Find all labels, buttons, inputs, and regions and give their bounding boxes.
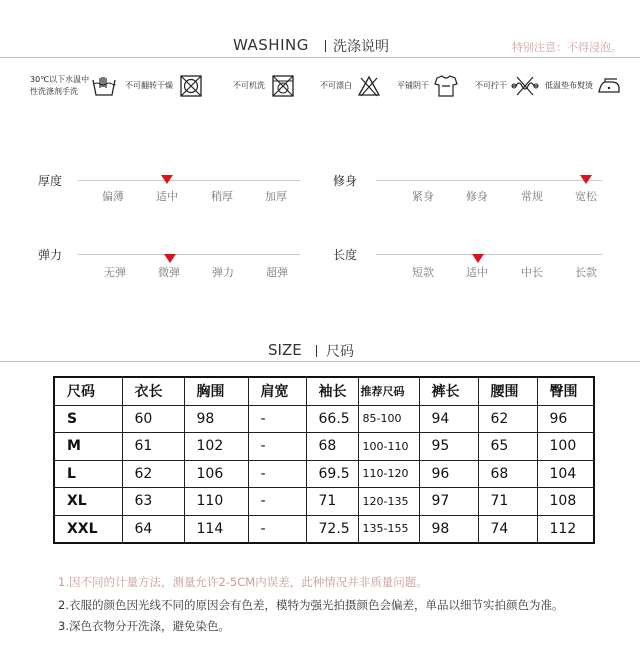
scale-option-fit-3: 宽松: [575, 190, 597, 203]
note-color-difference: 2.衣服的颜色因光线不同的原因会有色差，模特为强光拍摄颜色会偏差，单品以细节实拍颜色为准。: [58, 598, 564, 612]
cell-pants-length: 95: [419, 433, 478, 461]
header-hip: 臀围: [537, 377, 594, 405]
washing-divider-left: [0, 57, 640, 58]
cell-waist: 74: [478, 515, 537, 543]
cell-hip: 96: [537, 405, 594, 433]
cell-shoulder: -: [248, 405, 306, 433]
header-pants-length: 裤长: [419, 377, 478, 405]
washing-special-note: 特别注意：不得浸泡。: [512, 41, 622, 54]
care-label-low-iron-cloth: 低温垫布熨烫: [545, 81, 593, 90]
header-waist: 腰围: [478, 377, 537, 405]
scale-option-thickness-2: 稍厚: [211, 190, 233, 203]
cell-hip: 108: [537, 488, 594, 516]
care-label-no-wring: 不可拧干: [475, 81, 507, 90]
cell-sleeve: 72.5: [306, 515, 358, 543]
cell-size: S: [54, 405, 122, 433]
note-wash-separately: 3.深色衣物分开洗涤，避免染色。: [58, 619, 230, 633]
cell-shoulder: -: [248, 515, 306, 543]
table-row: [54, 460, 594, 488]
cell-waist: 71: [478, 488, 537, 516]
low-iron-cloth-icon: [596, 74, 622, 98]
scale-option-fit-1: 修身: [466, 190, 488, 203]
care-label-hand-wash-line1: 30℃以下水温中: [30, 75, 90, 84]
cell-length: 64: [122, 515, 184, 543]
scale-option-fit-0: 紧身: [412, 190, 434, 203]
scale-option-stretch-1: 微弹: [158, 266, 180, 279]
header-size: 尺码: [54, 377, 122, 405]
cell-length: 63: [122, 488, 184, 516]
care-label-flat-dry-shade: 平铺阴干: [397, 81, 429, 90]
attr-label-stretch: 弹力: [38, 248, 63, 262]
scale-line-thickness: [78, 180, 300, 181]
size-title-separator: [316, 345, 317, 357]
scale-option-stretch-2: 弹力: [212, 266, 234, 279]
flat-dry-shade-icon: [433, 74, 459, 98]
cell-waist: 68: [478, 460, 537, 488]
hand-wash-icon: [91, 74, 117, 98]
care-item-no-machine-wash: [233, 66, 295, 106]
cell-pants-length: 98: [419, 515, 478, 543]
care-item-hand-wash: [30, 66, 117, 106]
size-title-en: SIZE: [268, 341, 302, 359]
cell-waist: 65: [478, 433, 537, 461]
cell-chest: 110: [184, 488, 248, 516]
care-item-low-iron-cloth: [545, 66, 622, 106]
table-row: [54, 488, 594, 516]
scale-line-fit: [376, 180, 602, 181]
scale-line-length: [376, 254, 602, 255]
cell-sleeve: 71: [306, 488, 358, 516]
cell-size: XXL: [54, 515, 122, 543]
no-tumble-dry-icon: [179, 74, 203, 98]
size-table: [53, 376, 595, 544]
cell-length: 62: [122, 460, 184, 488]
table-row: [54, 433, 594, 461]
care-item-no-wring: [475, 66, 539, 106]
care-label-no-tumble-dry: 不可翻转干燥: [125, 81, 173, 90]
washing-title-en: WASHING: [233, 36, 309, 54]
washing-title-separator: [325, 40, 326, 52]
care-item-no-tumble-dry: [125, 66, 203, 106]
scale-option-length-2: 中长: [521, 266, 543, 279]
cell-sleeve: 69.5: [306, 460, 358, 488]
scale-marker-length: [472, 254, 484, 263]
cell-pants-length: 97: [419, 488, 478, 516]
care-label-hand-wash-line2: 性洗涤剂手洗: [30, 87, 78, 96]
cell-sleeve: 66.5: [306, 405, 358, 433]
cell-recommended: 135-155: [358, 515, 419, 543]
cell-hip: 104: [537, 460, 594, 488]
cell-waist: 62: [478, 405, 537, 433]
scale-option-thickness-1: 适中: [156, 190, 178, 203]
cell-shoulder: -: [248, 433, 306, 461]
care-label-no-machine-wash: 不可机洗: [233, 81, 265, 90]
size-table-header-row: [54, 377, 594, 405]
cell-pants-length: 94: [419, 405, 478, 433]
note-measurement: 1.因不同的计量方法，测量允许2-5CM内误差，此种情况并非质量问题。: [58, 575, 428, 589]
cell-chest: 106: [184, 460, 248, 488]
scale-option-stretch-0: 无弹: [104, 266, 126, 279]
cell-hip: 112: [537, 515, 594, 543]
scale-option-length-1: 适中: [466, 266, 488, 279]
header-shoulder: 肩宽: [248, 377, 306, 405]
cell-size: L: [54, 460, 122, 488]
scale-option-stretch-3: 超弹: [266, 266, 288, 279]
table-row: [54, 515, 594, 543]
care-item-no-bleach: [320, 66, 381, 106]
header-length: 衣长: [122, 377, 184, 405]
no-wring-icon: [511, 74, 539, 98]
cell-length: 60: [122, 405, 184, 433]
cell-sleeve: 68: [306, 433, 358, 461]
cell-chest: 114: [184, 515, 248, 543]
cell-pants-length: 96: [419, 460, 478, 488]
no-machine-wash-icon: [271, 74, 295, 98]
header-chest: 胸围: [184, 377, 248, 405]
scale-marker-thickness: [161, 175, 173, 184]
cell-recommended: 110-120: [358, 460, 419, 488]
care-item-flat-dry-shade: [397, 66, 459, 106]
cell-shoulder: -: [248, 488, 306, 516]
header-recommended: 推荐尺码: [358, 377, 419, 405]
cell-recommended: 120-135: [358, 488, 419, 516]
attr-label-length: 长度: [333, 248, 358, 262]
scale-option-length-3: 长款: [575, 266, 597, 279]
scale-option-thickness-3: 加厚: [265, 190, 287, 203]
no-bleach-icon: [357, 74, 381, 98]
scale-marker-stretch: [164, 254, 176, 263]
size-title-cn: 尺码: [326, 344, 354, 360]
scale-option-thickness-0: 偏薄: [102, 190, 124, 203]
cell-hip: 100: [537, 433, 594, 461]
scale-line-stretch: [78, 254, 300, 255]
cell-length: 61: [122, 433, 184, 461]
care-label-no-bleach: 不可漂白: [320, 81, 352, 90]
cell-shoulder: -: [248, 460, 306, 488]
size-divider: [0, 361, 640, 362]
washing-title-cn: 洗涤说明: [333, 39, 389, 55]
scale-marker-fit: [580, 175, 592, 184]
cell-chest: 98: [184, 405, 248, 433]
attr-label-thickness: 厚度: [38, 174, 63, 188]
scale-option-fit-2: 常规: [521, 190, 543, 203]
scale-option-length-0: 短款: [412, 266, 434, 279]
attr-label-fit: 修身: [333, 174, 358, 188]
cell-size: M: [54, 433, 122, 461]
cell-chest: 102: [184, 433, 248, 461]
header-sleeve: 袖长: [306, 377, 358, 405]
cell-size: XL: [54, 488, 122, 516]
table-row: [54, 405, 594, 433]
cell-recommended: 100-110: [358, 433, 419, 461]
cell-recommended: 85-100: [358, 405, 419, 433]
